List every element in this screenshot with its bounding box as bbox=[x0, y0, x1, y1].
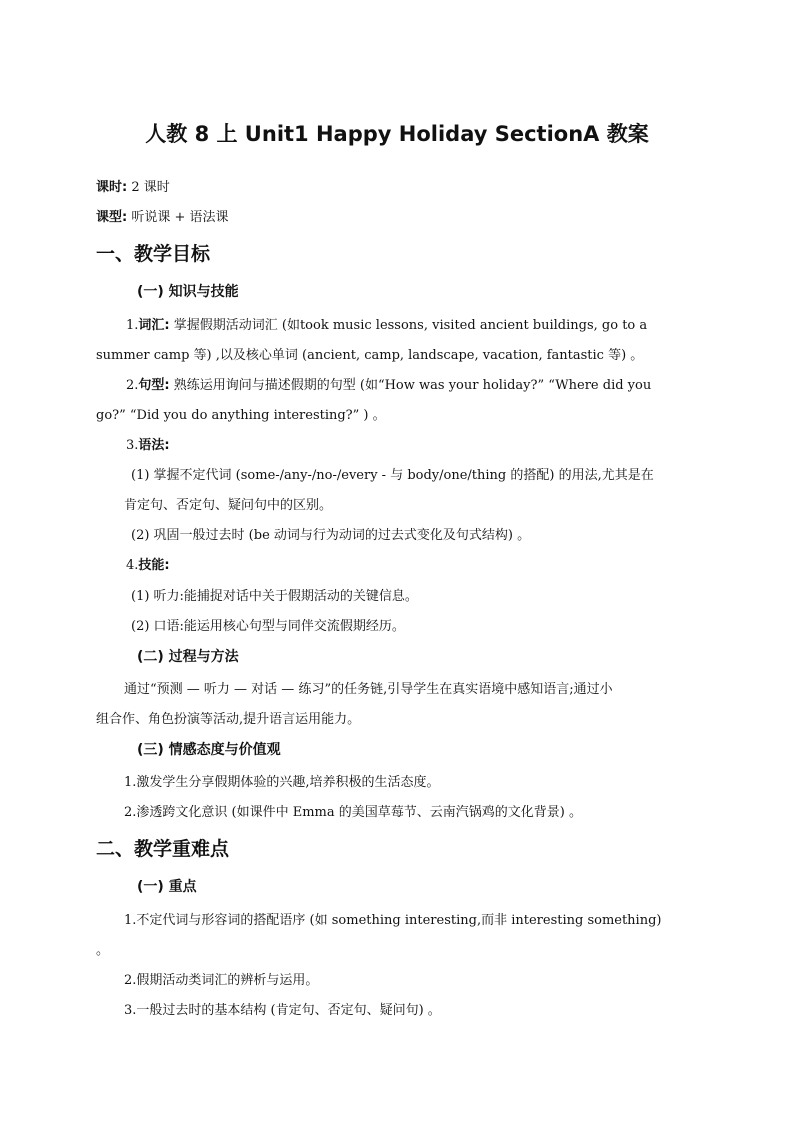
subsection-heading-process: (二) 过程与方法 bbox=[137, 649, 239, 665]
process-text-line1: 通过“预测 — 听力 — 对话 — 练习”的任务链,引导学生在真实语境中感知语言;通过小 bbox=[124, 682, 613, 697]
focus-item-2: 2.假期活动类词汇的辨析与运用。 bbox=[124, 973, 319, 988]
skills-label: 技能: bbox=[138, 558, 170, 573]
item-number: 3. bbox=[126, 438, 139, 453]
item-number: 4. bbox=[126, 558, 139, 573]
sentence-item bbox=[126, 374, 651, 393]
document-title: 人教 8 上 Unit1 Happy Holiday SectionA 教案 bbox=[145, 122, 649, 146]
skills-subitem-2: (2) 口语:能运用核心句型与同伴交流假期经历。 bbox=[131, 619, 405, 634]
item-number: 1. bbox=[126, 318, 139, 333]
subsection-heading-focus: (一) 重点 bbox=[137, 879, 197, 895]
focus-item-1-line1: 1.不定代词与形容词的搭配语序 (如 something interesting,而非 interesting something) bbox=[124, 913, 662, 928]
class-hours bbox=[96, 176, 170, 195]
focus-item-3: 3.一般过去时的基本结构 (肯定句、否定句、疑问句) 。 bbox=[124, 1003, 441, 1018]
vocab-text-line2: summer camp 等) ,以及核心单词 (ancient, camp, landscape, vacation, fantastic 等) 。 bbox=[96, 348, 644, 363]
sentence-text-line1: 熟练运用询问与描述假期的句型 (如“How was your holiday?” “Where did you bbox=[173, 378, 652, 393]
skills-item bbox=[126, 554, 170, 573]
item-number: 2. bbox=[126, 378, 139, 393]
class-hours-label: 课时: bbox=[96, 180, 128, 195]
attitude-item-2: 2.渗透跨文化意识 (如课件中 Emma 的美国草莓节、云南汽锅鸡的文化背景) 。 bbox=[124, 805, 582, 820]
attitude-item-1: 1.激发学生分享假期体验的兴趣,培养积极的生活态度。 bbox=[124, 775, 440, 790]
class-type-value: 听说课 + 语法课 bbox=[131, 210, 229, 225]
grammar-label: 语法: bbox=[138, 438, 170, 453]
section-heading-key-points: 二、教学重难点 bbox=[96, 838, 230, 860]
class-type bbox=[96, 206, 229, 225]
subsection-heading-attitude: (三) 情感态度与价值观 bbox=[137, 742, 281, 758]
section-heading-objectives: 一、教学目标 bbox=[96, 243, 211, 265]
vocab-label: 词汇: bbox=[138, 318, 170, 333]
skills-subitem-1: (1) 听力:能捕捉对话中关于假期活动的关键信息。 bbox=[131, 589, 418, 604]
grammar-subitem-1-line1: (1) 掌握不定代词 (some-/any-/no-/every - 与 body/one/thing 的搭配) 的用法,尤其是在 bbox=[131, 468, 654, 483]
class-hours-value: 2 课时 bbox=[131, 180, 170, 195]
vocab-text-line1: 掌握假期活动词汇 (如took music lessons, visited ancient buildings, go to a bbox=[173, 318, 648, 333]
grammar-item bbox=[126, 434, 170, 453]
process-text-line2: 组合作、角色扮演等活动,提升语言运用能力。 bbox=[96, 712, 361, 727]
sentence-text-line2: go?” “Did you do anything interesting?” ) 。 bbox=[96, 408, 386, 423]
focus-item-1-line2: 。 bbox=[96, 943, 110, 958]
sentence-label: 句型: bbox=[138, 378, 170, 393]
subsection-heading-knowledge: (一) 知识与技能 bbox=[137, 284, 239, 300]
grammar-subitem-2: (2) 巩固一般过去时 (be 动词与行为动词的过去式变化及句式结构) 。 bbox=[131, 528, 531, 543]
grammar-subitem-1-line2: 肯定句、否定句、疑问句中的区别。 bbox=[124, 498, 333, 513]
class-type-label: 课型: bbox=[96, 210, 128, 225]
vocab-item bbox=[126, 314, 647, 333]
